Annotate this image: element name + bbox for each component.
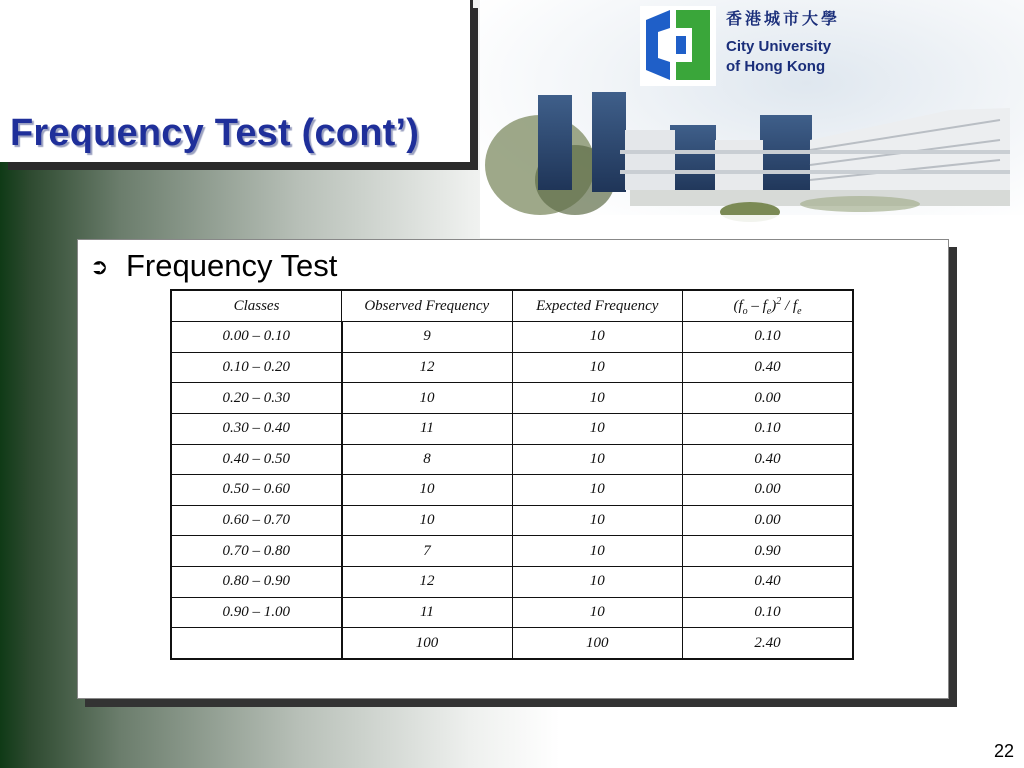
page-number: 22 xyxy=(993,741,1014,761)
cell-class: 0.30 – 0.40 xyxy=(171,413,342,444)
frequency-table xyxy=(170,289,854,660)
cell-observed: 11 xyxy=(342,597,513,628)
cell-observed: 12 xyxy=(342,567,513,598)
column-header-classes: Classes xyxy=(171,290,342,322)
cell-class: 0.00 – 0.10 xyxy=(171,322,342,353)
table-row xyxy=(171,505,853,536)
table-row xyxy=(171,352,853,383)
cell-class: 0.40 – 0.50 xyxy=(171,444,342,475)
logo-english-line1: City University xyxy=(726,38,832,55)
cell-observed: 10 xyxy=(342,505,513,536)
cell-expected: 10 xyxy=(512,597,683,628)
table-row xyxy=(171,322,853,353)
cell-expected: 10 xyxy=(512,352,683,383)
cell-class: 0.10 – 0.20 xyxy=(171,352,342,383)
table-row xyxy=(171,444,853,475)
cell-observed: 11 xyxy=(342,413,513,444)
bullet-text: Frequency Test xyxy=(126,248,338,283)
cell-expected: 10 xyxy=(512,475,683,506)
cell-chi-term: 0.10 xyxy=(683,322,854,353)
table-row xyxy=(171,413,853,444)
cell-chi-term: 0.00 xyxy=(683,475,854,506)
cell-chi-term: 0.40 xyxy=(683,444,854,475)
table-header-row xyxy=(171,290,853,322)
cell-class: 0.70 – 0.80 xyxy=(171,536,342,567)
cell-chi-term: 0.10 xyxy=(683,413,854,444)
cell-observed: 100 xyxy=(342,628,513,659)
cell-observed: 8 xyxy=(342,444,513,475)
cell-expected: 10 xyxy=(512,322,683,353)
logo-chinese-name: 香港城市大學 xyxy=(726,11,841,28)
cell-expected: 100 xyxy=(512,628,683,659)
cell-expected: 10 xyxy=(512,383,683,414)
campus-buildings-illustration xyxy=(480,0,1024,238)
column-header-chi-term: $(f_o - f_e)^2 / f_e$ xyxy=(683,290,854,322)
table-row xyxy=(171,383,853,414)
title-panel xyxy=(0,0,473,162)
table-row xyxy=(171,536,853,567)
cell-class: 0.50 – 0.60 xyxy=(171,475,342,506)
cell-expected: 10 xyxy=(512,505,683,536)
cell-expected: 10 xyxy=(512,413,683,444)
table-row xyxy=(171,567,853,598)
cell-chi-term: 0.40 xyxy=(683,567,854,598)
cell-chi-term: 2.40 xyxy=(683,628,854,659)
logo-english-line2: of Hong Kong xyxy=(726,58,826,75)
cell-class: 0.90 – 1.00 xyxy=(171,597,342,628)
cell-chi-term: 0.90 xyxy=(683,536,854,567)
cell-expected: 10 xyxy=(512,567,683,598)
cell-chi-term: 0.00 xyxy=(683,383,854,414)
cell-observed: 12 xyxy=(342,352,513,383)
table-row xyxy=(171,597,853,628)
circled-arrow-icon: ➲ xyxy=(90,254,109,279)
cell-expected: 10 xyxy=(512,536,683,567)
campus-header-image xyxy=(480,0,1024,238)
cell-observed: 7 xyxy=(342,536,513,567)
cell-class: 0.80 – 0.90 xyxy=(171,567,342,598)
column-header-observed: Observed Frequency xyxy=(342,290,513,322)
table-row xyxy=(171,628,853,659)
cell-class: 0.20 – 0.30 xyxy=(171,383,342,414)
table-row xyxy=(171,475,853,506)
column-header-expected: Expected Frequency xyxy=(512,290,683,322)
cell-expected: 10 xyxy=(512,444,683,475)
table-body xyxy=(171,322,853,660)
cell-chi-term: 0.00 xyxy=(683,505,854,536)
cell-observed: 9 xyxy=(342,322,513,353)
slide-title: Frequency Test (cont’) xyxy=(10,112,420,154)
cell-class: 0.60 – 0.70 xyxy=(171,505,342,536)
cell-chi-term: 0.40 xyxy=(683,352,854,383)
cell-chi-term: 0.10 xyxy=(683,597,854,628)
cell-class xyxy=(171,628,342,659)
cell-observed: 10 xyxy=(342,475,513,506)
cell-observed: 10 xyxy=(342,383,513,414)
cityu-logo-icon xyxy=(640,6,716,86)
